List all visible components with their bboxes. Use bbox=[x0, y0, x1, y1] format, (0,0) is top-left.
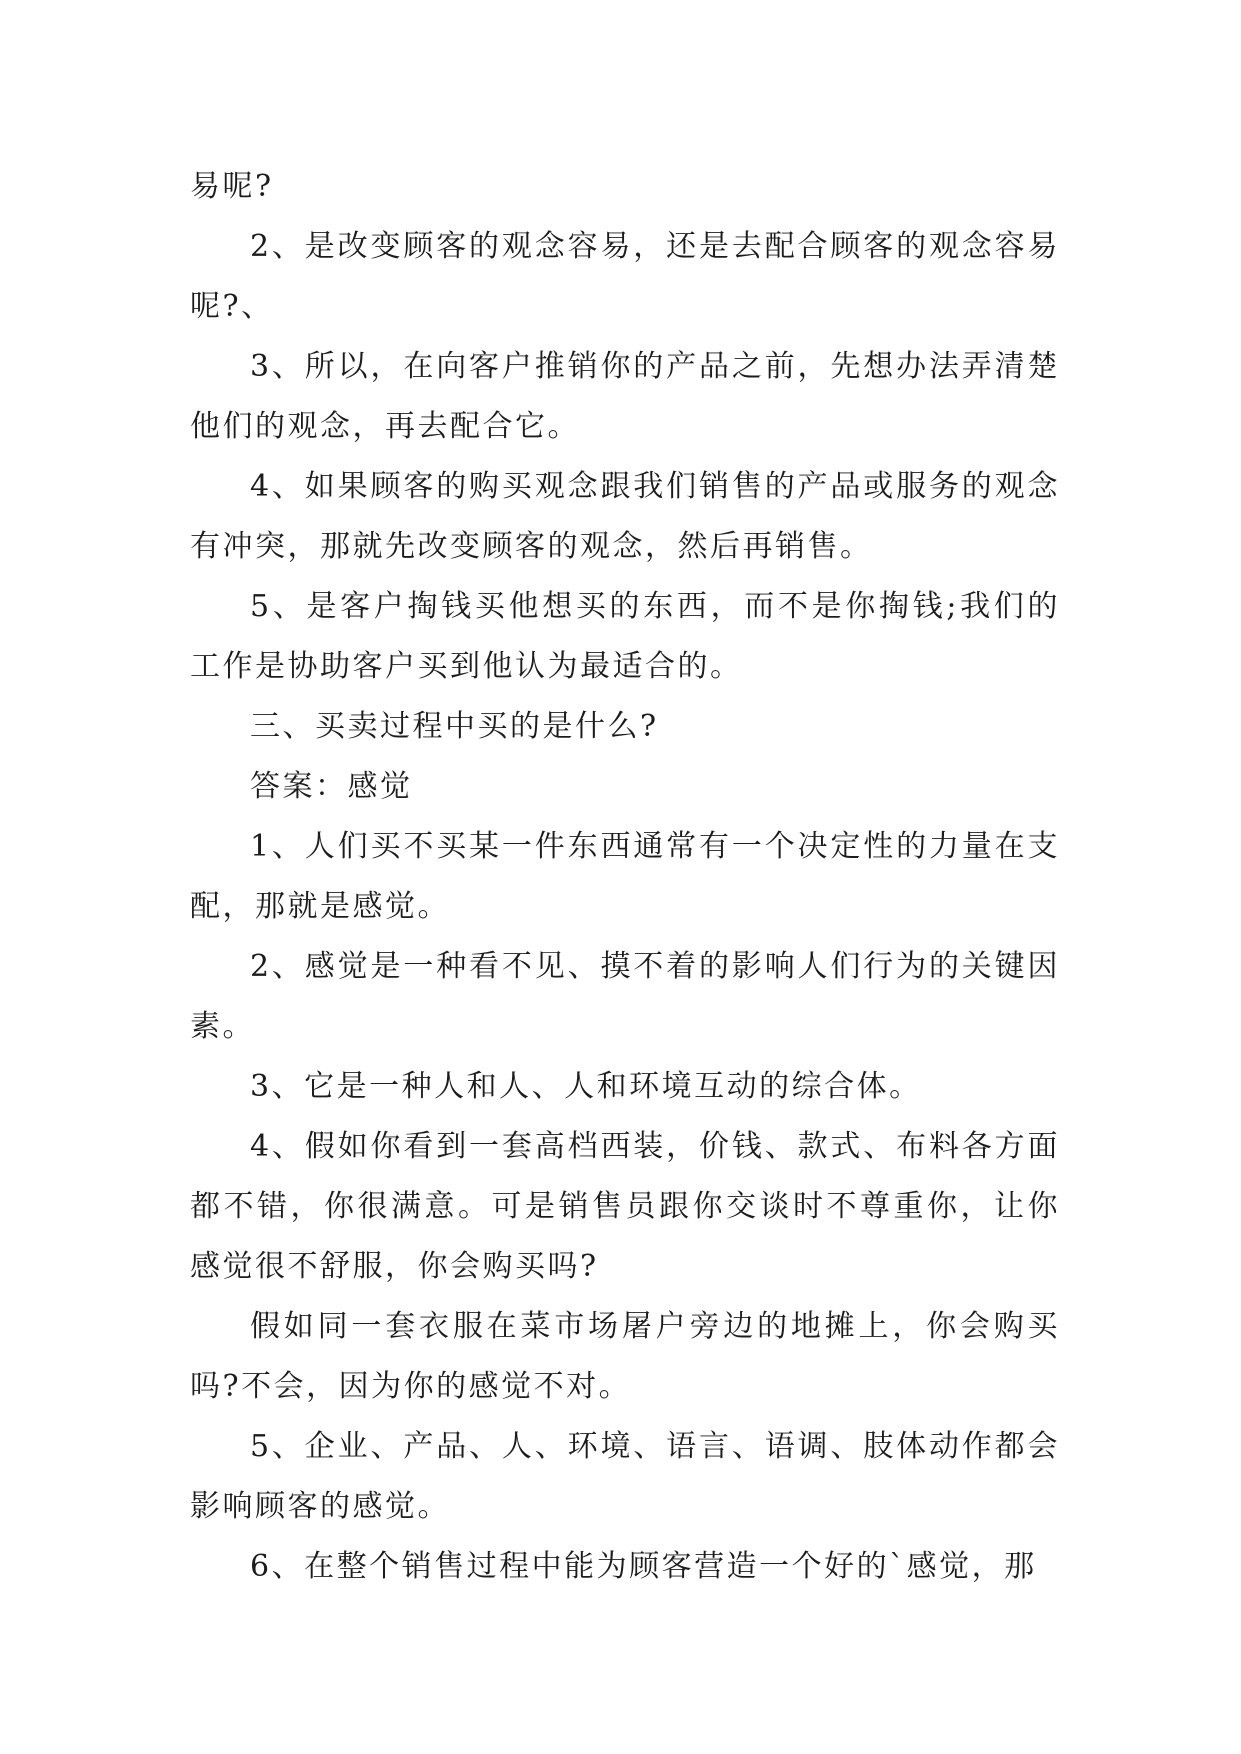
section-heading: 三、买卖过程中买的是什么? bbox=[250, 709, 659, 744]
paragraph: 5、企业、产品、人、环境、语言、语调、肢体动作都会影响顾客的感觉。 bbox=[190, 1429, 1060, 1524]
paragraph: 4、假如你看到一套高档西装，价钱、款式、布料各方面都不错，你很满意。可是销售员跟你交谈时不尊重你，让你感觉很不舒服，你会购买吗? bbox=[190, 1129, 1060, 1284]
answer-line: 答案：感觉 bbox=[250, 769, 413, 804]
paragraph: 4、如果顾客的购买观念跟我们销售的产品或服务的观念有冲突，那就先改变顾客的观念，然后再销售。 bbox=[190, 469, 1060, 564]
paragraph: 2、是改变顾客的观念容易，还是去配合顾客的观念容易呢?、 bbox=[190, 229, 1060, 324]
paragraph: 6、在整个销售过程中能为顾客营造一个好的`感觉，那 bbox=[250, 1549, 1037, 1584]
paragraph: 3、它是一种人和人、人和环境互动的综合体。 bbox=[250, 1069, 922, 1104]
paragraph: 假如同一套衣服在菜市场屠户旁边的地摊上，你会购买吗?不会，因为你的感觉不对。 bbox=[190, 1309, 1060, 1404]
paragraph: 2、感觉是一种看不见、摸不着的影响人们行为的关键因素。 bbox=[190, 949, 1060, 1044]
paragraph: 5、是客户掏钱买他想买的东西，而不是你掏钱;我们的工作是协助客户买到他认为最适合的。 bbox=[190, 589, 1060, 684]
paragraph: 易呢? bbox=[190, 169, 274, 204]
paragraph: 1、人们买不买某一件东西通常有一个决定性的力量在支配，那就是感觉。 bbox=[190, 829, 1060, 924]
document-body bbox=[190, 157, 1060, 1597]
paragraph: 3、所以，在向客户推销你的产品之前，先想办法弄清楚他们的观念，再去配合它。 bbox=[190, 349, 1060, 444]
